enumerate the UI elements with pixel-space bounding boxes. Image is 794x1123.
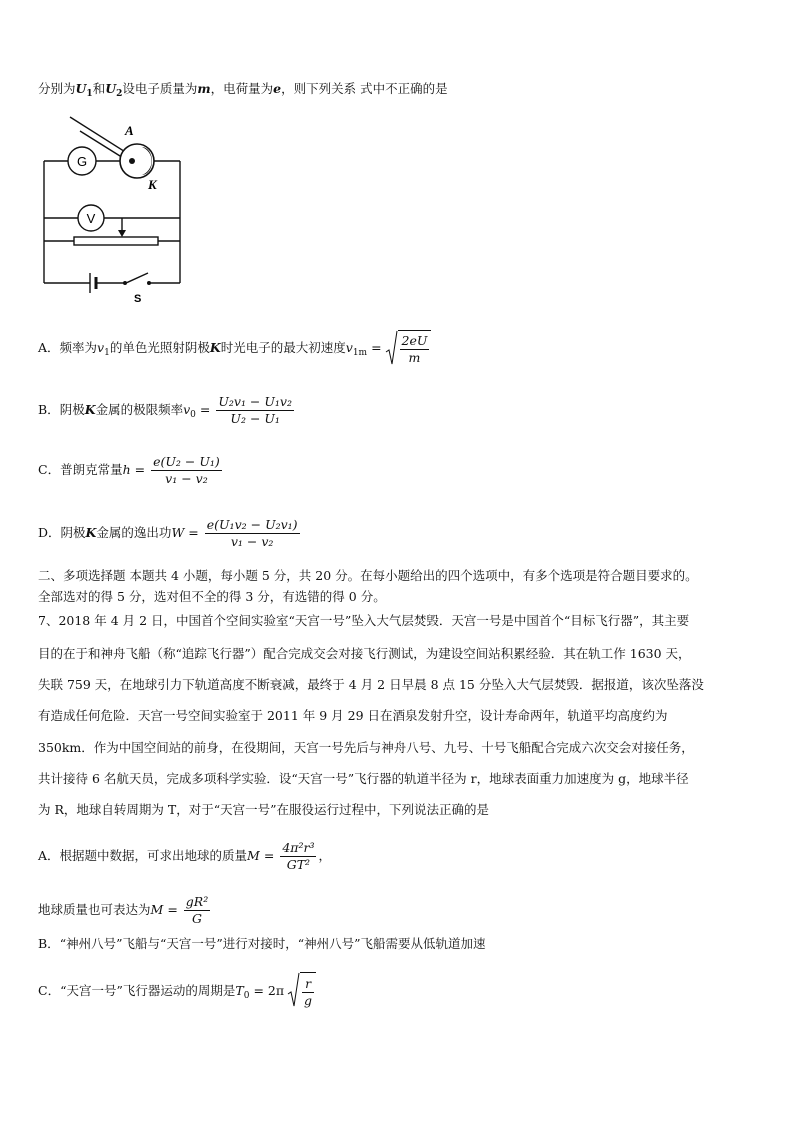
formula-denominator: GT² xyxy=(286,857,311,872)
anode-label: A xyxy=(125,123,134,138)
option-label: C． xyxy=(38,462,61,477)
option-text: 金属的极限频率 xyxy=(95,402,184,417)
u1-symbol: U xyxy=(75,81,87,96)
section2-instructions-line1: 二、多项选择题 本题共 4 小题，每小题 5 分，共 20 分。在每小题给出的四个选项中，有多个选项是符合题目要求的。 xyxy=(38,568,698,583)
q7-line: 350km．作为中国空间站的前身，在役期间，天宫一号先后与神舟八号、九号、十号飞船配合完成六次交会对接任务， xyxy=(38,740,694,755)
phototube-symbol xyxy=(120,144,154,178)
equals-sign: = xyxy=(371,340,382,355)
option-text: 金属的逸出功 xyxy=(96,525,172,540)
formula-denominator: v₁ − v₂ xyxy=(165,471,208,486)
option-label: C． xyxy=(38,983,61,998)
intro-line xyxy=(38,80,448,103)
formula-numerator: 2eU xyxy=(401,333,428,348)
option-label: D． xyxy=(38,525,61,540)
formula-lhs: h xyxy=(122,462,131,477)
formula-denominator: v₁ − v₂ xyxy=(230,534,274,549)
formula-numerator: r xyxy=(302,976,314,993)
formula-denominator: m xyxy=(408,350,421,365)
equals-sign: = xyxy=(134,462,146,477)
intro-text: 设电子质量为 xyxy=(122,81,198,96)
option-text: 频率为 xyxy=(59,340,98,355)
freq-symbol: v xyxy=(97,340,105,355)
formula-lhs-subscript: 0 xyxy=(243,991,250,1001)
equals-sign: = xyxy=(263,848,275,863)
formula-numerator: gR² xyxy=(185,894,209,909)
formula-lhs: v xyxy=(345,340,353,355)
option-text: ， xyxy=(318,848,331,863)
equals-sign: = 2π xyxy=(253,983,285,998)
option-text: 地球质量也可表达为 xyxy=(38,902,151,917)
q7-option-a-line2 xyxy=(38,892,212,928)
option-label: A． xyxy=(38,848,60,863)
option-label: B． xyxy=(38,402,60,417)
q6-option-d xyxy=(38,515,302,551)
intro-text: ，则下列关系 式中不正确的是 xyxy=(281,81,448,96)
option-text: “天宫一号”飞行器运动的周期是 xyxy=(60,983,236,998)
formula-lhs: M xyxy=(247,848,260,863)
q7-line: 为 R，地球自转周期为 T，对于“天宫一号”在服役运行过程中，下列说法正确的是 xyxy=(38,802,489,817)
formula-numerator: e(U₂ − U₁) xyxy=(153,454,220,469)
formula-denominator: g xyxy=(304,993,313,1008)
q7-option-a xyxy=(38,838,331,874)
voltmeter-label: V xyxy=(86,211,96,226)
q7-option-c xyxy=(38,972,316,1015)
intro-text: 和 xyxy=(92,81,106,96)
option-text: 阴极 xyxy=(60,525,86,540)
option-text: 的单色光照射阴极 xyxy=(109,340,210,355)
option-text: 普朗克常量 xyxy=(60,462,123,477)
equals-sign: = xyxy=(167,902,178,917)
formula-lhs: W xyxy=(171,525,185,540)
formula-lhs: M xyxy=(150,902,164,917)
q7-line: 有造成任何危险．天宫一号空间实验室于 2011 年 9 月 29 日在酒泉发射升空，设计寿命两年，轨道平均高度约为 xyxy=(38,708,668,723)
q7-line: 7、2018 年 4 月 2 日，中国首个空间实验室“天宫一号”坠入大气层焚毁．天宫一号是中国首个“目标飞行器”，其主要 xyxy=(38,613,690,628)
option-label: B． xyxy=(38,936,60,951)
galvanometer-label: G xyxy=(76,154,88,169)
cathode-symbol: K xyxy=(84,402,96,417)
formula-lhs: T xyxy=(235,983,244,998)
option-text: 时光电子的最大初速度 xyxy=(220,340,346,355)
formula-denominator: G xyxy=(192,911,202,926)
mass-symbol: m xyxy=(197,81,211,96)
q7-line: 共计接待 6 名航天员，完成多项科学实验．设“天宫一号”飞行器的轨道半径为 r，地球表面重力加速度为 g，地球半径 xyxy=(38,771,689,786)
cathode-label: K xyxy=(148,177,157,192)
formula-numerator: U₂v₁ − U₁v₂ xyxy=(218,394,293,409)
intro-text: ，电荷量为 xyxy=(210,81,274,96)
sqrt-expression xyxy=(288,972,316,1011)
photoelectric-circuit-diagram xyxy=(38,113,188,305)
option-text: “神州八号”飞船与“天宫一号”进行对接时，“神州八号”飞船需要从低轨道加速 xyxy=(59,936,486,951)
u2-subscript: 2 xyxy=(116,89,123,99)
charge-symbol: e xyxy=(273,81,282,96)
q6-option-b xyxy=(38,392,296,433)
u1-subscript: 1 xyxy=(86,89,93,99)
formula-denominator: U₂ − U₁ xyxy=(230,411,280,426)
option-text: 根据题中数据，可求出地球的质量 xyxy=(59,848,248,863)
cathode-symbol: K xyxy=(209,340,221,355)
q6-option-a xyxy=(38,330,431,371)
formula-lhs-subscript: 1m xyxy=(352,348,368,358)
cathode-symbol: K xyxy=(85,525,97,540)
option-label: A． xyxy=(38,340,60,355)
equals-sign: = xyxy=(188,525,199,540)
freq-subscript: 1 xyxy=(104,348,110,358)
equals-sign: = xyxy=(199,402,211,417)
u2-symbol: U xyxy=(105,81,117,96)
section2-instructions-line2: 全部选对的得 5 分，选对但不全的得 3 分，有选错的得 0 分。 xyxy=(38,589,386,604)
option-text: 阴极 xyxy=(59,402,85,417)
switch-label: S xyxy=(134,293,142,305)
intro-text: 分别为 xyxy=(38,81,76,96)
q7-option-b xyxy=(38,935,486,953)
q7-line: 目的在于和神舟飞船（称“追踪飞行器”）配合完成交会对接飞行测试，为建设空间站积累经验．其在轨工作 1630 天， xyxy=(38,646,691,661)
formula-lhs: v xyxy=(183,402,191,417)
formula-lhs-subscript: 0 xyxy=(190,410,196,420)
formula-numerator: e(U₁v₂ − U₂v₁) xyxy=(206,517,298,532)
q7-line: 失联 759 天，在地球引力下轨道高度不断衰减，最终于 4 月 2 日早晨 8 点 15 分坠入大气层焚毁．据报道，该次坠落没 xyxy=(38,677,704,692)
formula-numerator: 4π²r³ xyxy=(282,840,315,855)
q6-option-c xyxy=(38,452,224,488)
sqrt-expression xyxy=(386,330,432,367)
